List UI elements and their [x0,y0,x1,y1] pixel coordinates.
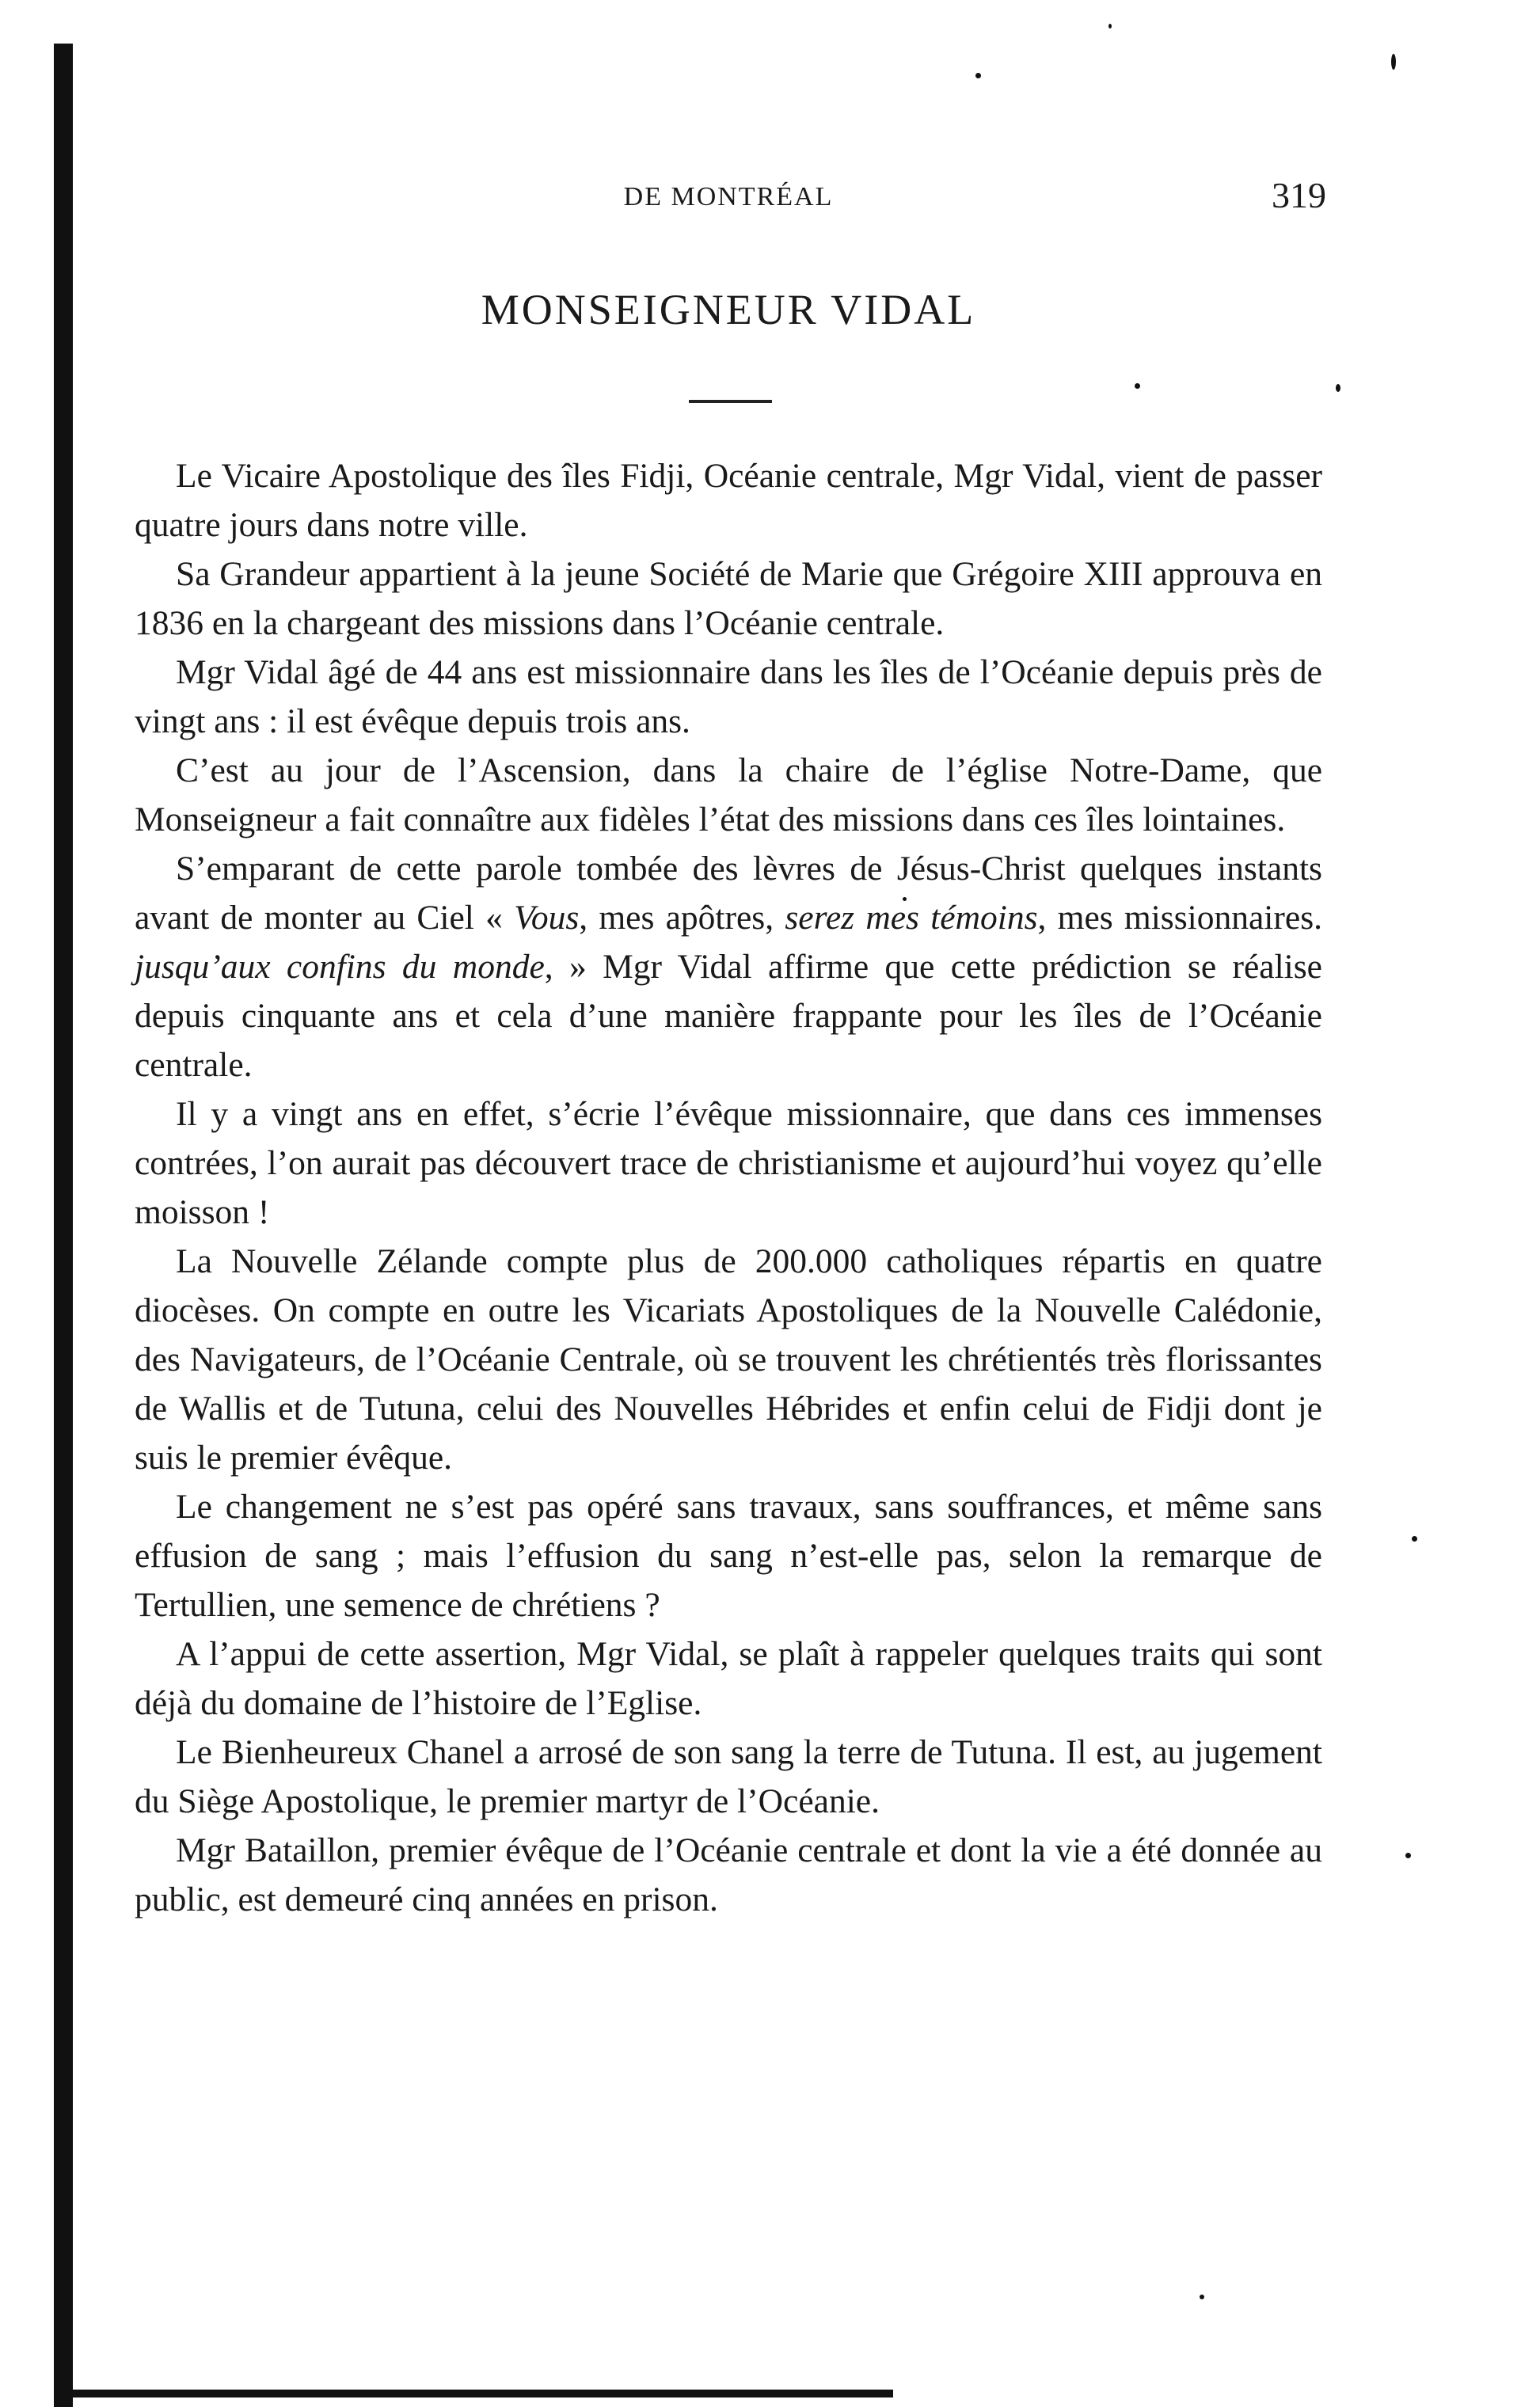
scan-speck [1200,2295,1204,2299]
paragraph: Le Bienheureux Chanel a arrosé de son sang la terre de Tutuna. Il est, au jugement du Siège Apostolique, le premier martyr de l’Océanie. [135,1733,1322,1820]
paragraph-text: , mes missionnaires. [1037,899,1322,937]
scan-speck [1405,1853,1411,1858]
binding-edge [54,44,73,2407]
paragraph-text: , mes apôtres, [579,899,785,937]
title-rule [689,400,772,403]
scan-speck [975,73,981,78]
paragraph: Mgr Vidal âgé de 44 ans est missionnaire dans les îles de l’Océanie depuis près de vingt ans : il est évêque depuis trois ans. [135,653,1322,740]
paragraph: Le changement ne s’est pas opéré sans travaux, sans souffrances, et même sans effusion de sang ; mais l’effusion du sang n’est-elle pas, selon la remarque de Tertullien, une semence de chrétiens ? [135,1488,1322,1624]
paragraph-text: S’emparant de cette parole tombée des lèvres de Jésus-Christ quelques instants avant de monter au Ciel « [135,850,1322,937]
scan-speck [1391,54,1396,70]
paragraph: Mgr Bataillon, premier évêque de l’Océanie centrale et dont la vie a été donnée au public, est demeuré cinq années en prison. [135,1831,1322,1918]
article-body [135,451,1322,1924]
scan-speck [1412,1536,1417,1542]
paragraph: Il y a vingt ans en effet, s’écrie l’évêque missionnaire, que dans ces immenses contrées, l’on aurait pas découvert trace de christianisme et aujourd’hui voyez qu’elle moisson ! [135,1095,1322,1231]
paragraph: La Nouvelle Zélande compte plus de 200.000 catholiques répartis en quatre diocèses. On compte en outre les Vicariats Apostoliques de la Nouvelle Calédonie, des Navigateurs, de l’Océanie Centrale, où se trouvent les chrétientés très florissantes de Wallis et de Tutuna, celui des Nouvelles Hébrides et enfin celui de Fidji dont je suis le premier évêque. [135,1242,1322,1477]
quotation-text: Vous [514,899,580,937]
running-head: DE MONTRÉAL [623,182,834,211]
paragraph: A l’appui de cette assertion, Mgr Vidal, se plaît à rappeler quelques traits qui sont déjà du domaine de l’histoire de l’Eglise. [135,1635,1322,1722]
scan-speck [1135,383,1140,389]
quotation-text: serez mes témoins [785,899,1038,937]
paragraph: Sa Grandeur appartient à la jeune Société de Marie que Grégoire XIII approuva en 1836 en la chargeant des missions dans l’Océanie centrale. [135,555,1322,642]
page-header [131,174,1326,222]
quotation-text: jusqu’aux confins du monde [135,948,545,986]
article-title: MONSEIGNEUR VIDAL [481,286,976,333]
paragraph: Le Vicaire Apostolique des îles Fidji, Océanie centrale, Mgr Vidal, vient de passer quatre jours dans notre ville. [135,457,1322,544]
paragraph-text: , » Mgr Vidal affirme que cette prédiction se réalise depuis cinquante ans et cela d’une manière frappante pour les îles de l’Océanie centrale. [135,948,1322,1084]
scan-speck [1336,384,1340,392]
paragraph: C’est au jour de l’Ascension, dans la chaire de l’église Notre-Dame, que Monseigneur a fait connaître aux fidèles l’état des missions dans ces îles lointaines. [135,751,1322,838]
page-number: 319 [1272,175,1326,215]
scan-speck [1108,24,1112,29]
bottom-rule [54,2390,893,2397]
paragraph-with-quotation [135,844,1322,1089]
